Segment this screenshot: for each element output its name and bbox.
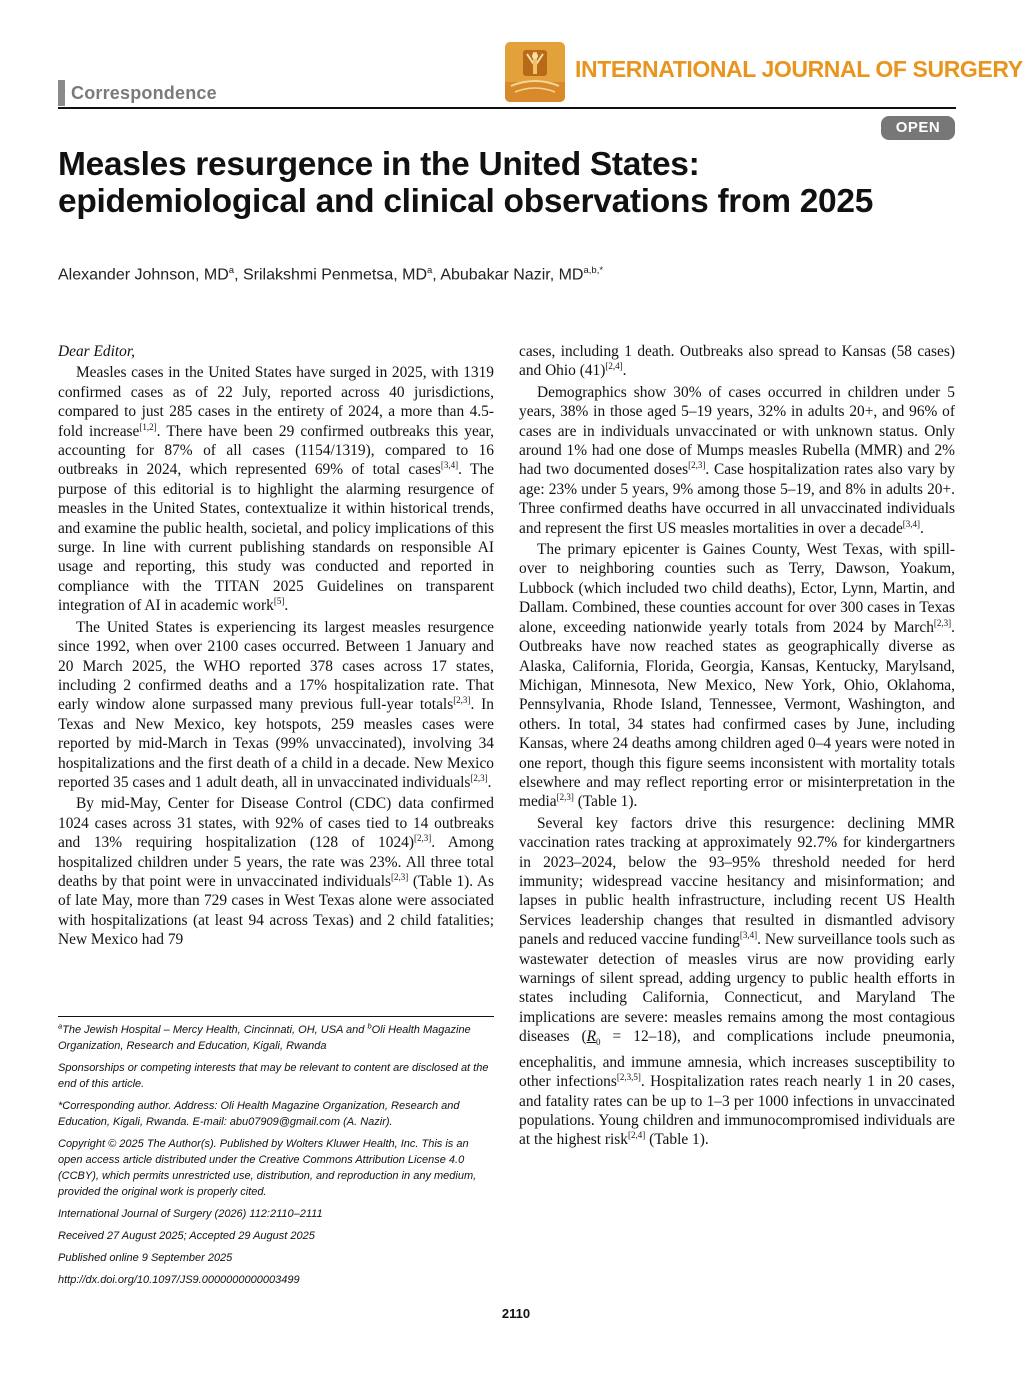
citation-ref[interactable]: [2,3] [556,792,574,803]
paragraph: Measles cases in the United States have surged in 2025, with 1319 confirmed cases as of 22 July, reported across 40 jurisdictions, compared to just 285 cases in the entirety of 2024, a more than 4.5-fold increase[1,2]. There have been 29 confirmed outbreaks this year, accounting for 87% of all cases (1154/1319), compared to 16 outbreaks in 2024, which represented 69% of total cases[3,4]. The purpose of this editorial is to highlight the alarming resurgence of measles in the United States, contextualize it within historical trends, and examine the public health, societal, and policy implications of this surge. In line with current publishing standards on responsible AI usage and reporting, this study was conducted and reported in compliance with the TITAN 2025 Guidelines on transparent integration of AI in academic work[5]. [58,364,494,615]
r-naught-subscript: 0 [596,1037,601,1048]
journal-name: INTERNATIONAL JOURNAL OF SURGERY [575,56,1023,82]
paragraph: By mid-May, Center for Disease Control (CDC) data confirmed 1024 cases across 31 states, with 92% of cases tied to 14 outbreaks and 13% requiring hospitalization (128 of 1024)[2,3]. Among hospitalized children under 5 years, the rate was 23%. All three total deaths by that point were in unvaccinated individuals[2,3] (Table 1). As of late May, more than 729 cases in West Texas alone were associated with hospitalizations (at least 94 across Texas) and 2 child fatalities; New Mexico had 79 [58,795,494,949]
paragraph-continued: cases, including 1 death. Outbreaks also spread to Kansas (58 cases) and Ohio (41)[2,4]. [519,343,955,380]
paragraph: The primary epicenter is Gaines County, West Texas, with spill-over to neighboring counties such as Terry, Dawson, Yoakum, Lubbock (which included two child deaths), Ector, Lynn, Martin, and Dallam. Combined, these counties account for over 300 cases in Texas alone, exceeding nationwide yearly totals from 2024 by March[2,3]. Outbreaks have now reached states as geographically diverse as Alaska, California, Florida, Georgia, Kansas, Kentucky, Marylsand, Michigan, Minnesota, New Mexico, New York, Ohio, Oklahoma, Pennsylvania, Rhode Island, Tennessee, Vermont, Washington, and others. In total, 34 states had confirmed cases by June, including Kansas, where 24 deaths among children aged 0–4 years were noted in one report, though this figure seems inconsistent with mortality totals elsewhere and may reflect reporting error or misinterpretation in the media[2,3] (Table 1). [519,541,955,811]
page-number: 2110 [501,1306,531,1321]
footnote-rule [58,1016,494,1017]
citation-ref[interactable]: [3,4] [902,518,921,529]
citation-ref[interactable]: [2,3] [470,772,488,783]
citation-ref[interactable]: [2,3] [933,617,952,628]
open-access-badge: OPEN [881,116,955,140]
paragraph: Demographics show 30% of cases occurred in children under 5 years, 38% in those aged 5–19 years, 32% in adults 20+, and 96% of cases are in individuals unvaccinated or with unknown status. Only around 1% had one dose of Mumps measles Rubella (MMR) and 2% had two documented doses[2,3]. Case hospitalization rates also vary by age: 23% under 5 years, 9% among those 5–19, and 8% in adults 20+. Three confirmed deaths have occurred in all unvaccinated individuals and represent the first US measles mortalities in over a decade[3,4]. [519,383,955,537]
paragraph: Several key factors drive this resurgence: declining MMR vaccination rates tracking at approximately 92.7% for kindergartners in 2023–2024, below the 93–95% threshold needed for herd immunity; widespread vaccine hesitancy and misinformation; and lapses in public health infrastructure, including recent US Health Services leadership changes that resulted in dismantled advisory panels and reduced vaccine funding[3,4]. New surveillance tools such as wastewater detection of measles virus are now providing early warnings of silent spread, adding urgency to public health efforts in states including California, Connecticut, and Maryland The implications are severe: measles remains among the most contagious diseases $(R_0 = 12-18)$, and complications include pneumonia, encephalitis, and immune amnesia, which increases susceptibility to other infections[2,3,5]. Hospitalization rates reach nearly 1 in 20 cases, and fatality rates can be up to 1–3 per 1000 infections in unvaccinated populations. Young children and immunocompromised individuals are at the highest risk[2,4] (Table 1). [519,814,956,1149]
citation-ref[interactable]: [2,3] [390,871,409,882]
citation-ref[interactable]: [2,3] [453,695,471,706]
left-column [58,342,494,950]
section-tag [58,80,217,106]
author-name: Abubakar Nazir, MD [440,266,584,284]
section-label: Correspondence [71,82,217,103]
citation-ref[interactable]: [2,3,5] [616,1071,641,1082]
citation-ref[interactable]: [2,3] [688,460,706,471]
author-affiliation-mark: a [427,265,433,276]
affiliation-mark: b [367,1021,372,1031]
author-name: Alexander Johnson, MD [58,266,229,284]
article-title: Measles resurgence in the United States: epidemiological and clinical observations from 2025 [58,146,874,220]
dates-note: Received 27 August 2025; Accepted 29 August 2025 [58,1230,315,1242]
r-naught-symbol: R [586,1028,597,1046]
citation-ref[interactable]: [5] [273,596,285,607]
copyright-note: Copyright © 2025 The Author(s). Published by Wolters Kluwer Health, Inc. This is an open access article distributed under the Creative Commons Attribution License 4.0 (CCBY), which permits unrestricted use, distribution, and reproduction in any medium, provided the original work is properly cited. [58,1138,477,1198]
author-affiliation-mark: a,b,* [583,265,604,276]
published-note: Published online 9 September 2025 [58,1252,233,1264]
citation-ref[interactable]: [3,4] [739,930,758,941]
sponsorship-note: Sponsorships or competing interests that may be relevant to content are disclosed at the end of this article. [58,1062,489,1090]
header-rule [58,107,956,109]
affiliation-mark: a [58,1021,63,1031]
right-column [519,342,955,1150]
author-name: Srilakshmi Penmetsa, MD [242,266,427,284]
salutation: Dear Editor, [58,343,135,360]
author-affiliation-mark: a [228,265,235,276]
citation-ref[interactable]: [2,4] [605,361,623,372]
citation-ref[interactable]: [3,4] [440,460,459,471]
citation-ref[interactable]: [1,2] [139,421,157,432]
citation-note: International Journal of Surgery (2026) 112:2110–2111 [58,1208,323,1220]
corresponding-author-note: *Corresponding author. Address: Oli Health Magazine Organization, Research and Education, Kigali, Rwanda. E-mail: abu07909@gmail.com (A. Nazir). [58,1100,460,1128]
citation-ref[interactable]: [2,4] [628,1130,646,1141]
journal-logo [505,42,565,102]
footnotes [58,1022,494,1294]
citation-ref[interactable]: [2,3] [413,833,432,844]
doi-link[interactable]: http://dx.doi.org/10.1097/JS9.0000000000003499 [58,1274,300,1286]
author-list: Alexander Johnson, $MD^a$, Srilakshmi Penmetsa, $MD^a$, Abubakar Nazir, $MD^{a,b,*}$ [58,265,604,284]
paragraph: The United States is experiencing its largest measles resurgence since 1992, when over 2100 cases occurred. Between 1 January and 20 March 2025, the WHO reported 378 cases across 17 states, including 2 confirmed deaths and a 17% hospitalization rate. That early window alone surpassed many previous full-year totals[2,3]. In Texas and New Mexico, key hotspots, 259 measles cases were reported by mid-March in Texas (99% unvaccinated), involving 34 hospitalizations and the first death of a child in a decade. New Mexico reported 35 cases and 1 adult death, all in unvaccinated individuals[2,3]. [58,618,494,791]
affiliation-note: $^a$The Jewish Hospital – Mercy Health, Cincinnati, OH, USA and $^b$Oli Health Magazine Organization, Research and Education, Kigali, Rwanda [58,1021,471,1052]
section-bar [58,80,65,106]
